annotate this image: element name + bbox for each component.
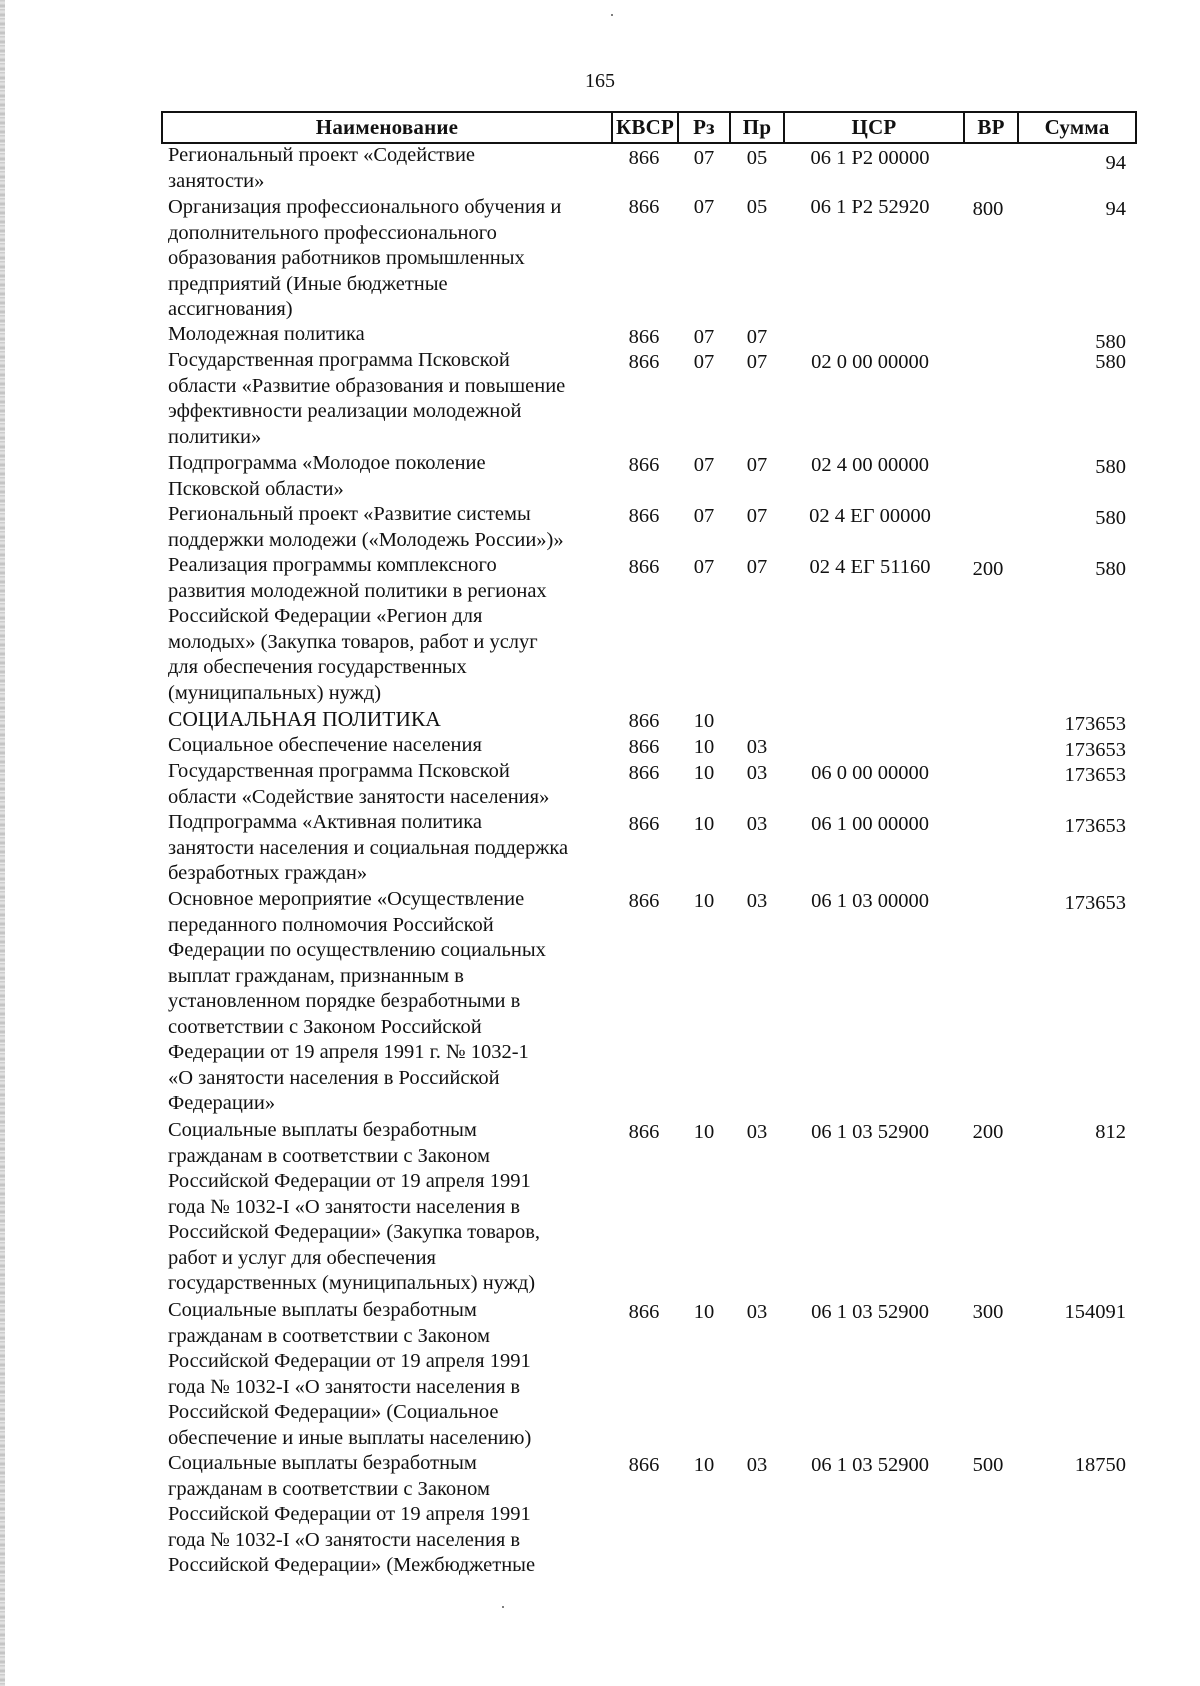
row-sum: 580 [1095, 331, 1126, 353]
scan-edge [0, 0, 5, 1686]
scan-speck [502, 1606, 504, 1608]
row-rz: 10 [693, 1301, 715, 1323]
row-rz: 07 [693, 326, 715, 348]
row-name: Социальные выплаты безработным гражданам в соответствии с Законом Российской Федерации от 19 апреля 1991 года № 1032-I «О занятости населения в Российской Федерации» (Закупка товаров, работ и услуг для обеспечения государственных (муниципальных) нужд) [168, 1119, 541, 1294]
row-rz: 10 [693, 1454, 715, 1476]
row-name: Подпрограмма «Молодое поколение Псковской области» [168, 452, 486, 500]
row-name: Государственная программа Псковской области «Содействие занятости населения» [168, 760, 550, 808]
row-csr: 06 1 Р2 52920 [810, 196, 930, 218]
row-pr: 03 [746, 1301, 768, 1323]
row-name: Социальные выплаты безработным гражданам в соответствии с Законом Российской Федерации от 19 апреля 1991 года № 1032-I «О занятости населения в Российской Федерации» (Социальное обеспечение и иные выплаты населению) [168, 1299, 532, 1449]
row-csr: 06 0 00 00000 [811, 762, 929, 784]
header-vr: ВР [977, 115, 1005, 139]
row-kvsr: 866 [628, 762, 660, 784]
row-kvsr: 866 [628, 505, 660, 527]
row-kvsr: 866 [628, 736, 660, 758]
row-csr: 06 1 03 00000 [811, 890, 929, 912]
row-pr: 03 [746, 890, 768, 912]
row-name: СОЦИАЛЬНАЯ ПОЛИТИКА [168, 707, 441, 731]
row-pr: 07 [746, 556, 768, 578]
row-name: Основное мероприятие «Осуществление переданного полномочия Российской Федерации по осуществлению социальных выплат гражданам, признанным в установленном порядке безработными в соответствии с Законом Российской Федерации от 19 апреля 1991 г. № 1032-1 «О занятости населения в Российской Федерации» [168, 888, 546, 1114]
row-rz: 07 [693, 147, 715, 169]
row-name: Реализация программы комплексного развития молодежной политики в регионах Российской Федерации «Регион для молодых» (Закупка товаров, работ и услуг для обеспечения государственных (муниципальных) нужд) [168, 554, 547, 704]
header-pr: Пр [742, 115, 772, 139]
row-name: Социальное обеспечение населения [168, 734, 482, 756]
row-vr: 500 [972, 1454, 1004, 1476]
row-vr: 800 [972, 198, 1004, 220]
row-name: Подпрограмма «Активная политика занятости населения и социальная поддержка безработных граждан» [168, 811, 569, 884]
row-vr: 200 [972, 1121, 1004, 1143]
row-pr: 03 [746, 762, 768, 784]
row-kvsr: 866 [628, 1454, 660, 1476]
row-csr: 06 1 03 52900 [811, 1121, 929, 1143]
row-sum: 580 [1095, 558, 1126, 580]
row-sum: 173653 [1064, 713, 1126, 735]
row-vr: 300 [972, 1301, 1004, 1323]
row-sum: 173653 [1064, 739, 1126, 761]
row-csr: 02 4 ЕГ 00000 [809, 505, 931, 527]
scan-speck [611, 14, 613, 16]
row-sum: 94 [1105, 198, 1126, 220]
row-rz: 10 [693, 710, 715, 732]
row-sum: 580 [1095, 456, 1126, 478]
header-kvsr: КВСР [615, 115, 675, 139]
row-rz: 10 [693, 736, 715, 758]
row-csr: 02 0 00 00000 [811, 351, 929, 373]
row-csr: 06 1 00 00000 [811, 813, 929, 835]
row-pr: 03 [746, 1454, 768, 1476]
row-sum: 173653 [1064, 892, 1126, 914]
row-name: Социальные выплаты безработным гражданам в соответствии с Законом Российской Федерации от 19 апреля 1991 года № 1032-I «О занятости населения в Российской Федерации» (Межбюджетные [168, 1452, 536, 1576]
header-csr: ЦСР [851, 115, 897, 139]
row-pr: 03 [746, 1121, 768, 1143]
header-rz: Рз [693, 115, 715, 139]
row-name: Государственная программа Псковской области «Развитие образования и повышение эффективности реализации молодежной политики» [168, 349, 566, 448]
row-kvsr: 866 [628, 890, 660, 912]
row-vr: 200 [972, 558, 1004, 580]
row-kvsr: 866 [628, 326, 660, 348]
row-pr: 07 [746, 351, 768, 373]
row-pr: 05 [746, 196, 768, 218]
row-rz: 07 [693, 196, 715, 218]
row-pr: 03 [746, 813, 768, 835]
row-kvsr: 866 [628, 556, 660, 578]
row-kvsr: 866 [628, 196, 660, 218]
row-name: Региональный проект «Содействие занятости» [168, 144, 476, 192]
page-number: 165 [585, 70, 615, 92]
row-sum: 173653 [1064, 764, 1126, 786]
row-pr: 07 [746, 326, 768, 348]
row-pr: 05 [746, 147, 768, 169]
row-pr: 03 [746, 736, 768, 758]
row-csr: 06 1 Р2 00000 [810, 147, 930, 169]
row-name: Региональный проект «Развитие системы поддержки молодежи («Молодежь России»)» [168, 503, 564, 551]
row-kvsr: 866 [628, 710, 660, 732]
row-rz: 07 [693, 505, 715, 527]
row-csr: 02 4 ЕГ 51160 [809, 556, 931, 578]
row-pr: 07 [746, 505, 768, 527]
row-sum: 580 [1095, 351, 1126, 373]
row-name: Организация профессионального обучения и дополнительного профессионального образования работников промышленных предприятий (Иные бюджетные ассигнования) [168, 196, 562, 320]
row-csr: 06 1 03 52900 [811, 1454, 929, 1476]
row-sum: 154091 [1064, 1301, 1126, 1323]
row-kvsr: 866 [628, 147, 660, 169]
row-kvsr: 866 [628, 1121, 660, 1143]
row-rz: 07 [693, 556, 715, 578]
row-sum: 812 [1095, 1121, 1126, 1143]
row-kvsr: 866 [628, 813, 660, 835]
row-name: Молодежная политика [168, 323, 365, 345]
row-sum: 580 [1095, 507, 1126, 529]
row-rz: 10 [693, 813, 715, 835]
row-rz: 10 [693, 1121, 715, 1143]
row-csr: 06 1 03 52900 [811, 1301, 929, 1323]
row-sum: 18750 [1074, 1454, 1126, 1476]
row-rz: 10 [693, 762, 715, 784]
row-rz: 10 [693, 890, 715, 912]
row-pr: 07 [746, 454, 768, 476]
row-rz: 07 [693, 351, 715, 373]
row-sum: 173653 [1064, 815, 1126, 837]
row-rz: 07 [693, 454, 715, 476]
row-sum: 94 [1105, 152, 1126, 174]
row-kvsr: 866 [628, 351, 660, 373]
header-name: Наименование [315, 115, 459, 139]
row-csr: 02 4 00 00000 [811, 454, 929, 476]
row-kvsr: 866 [628, 1301, 660, 1323]
row-kvsr: 866 [628, 454, 660, 476]
table-header [161, 111, 1137, 144]
header-sum: Сумма [1044, 115, 1110, 139]
